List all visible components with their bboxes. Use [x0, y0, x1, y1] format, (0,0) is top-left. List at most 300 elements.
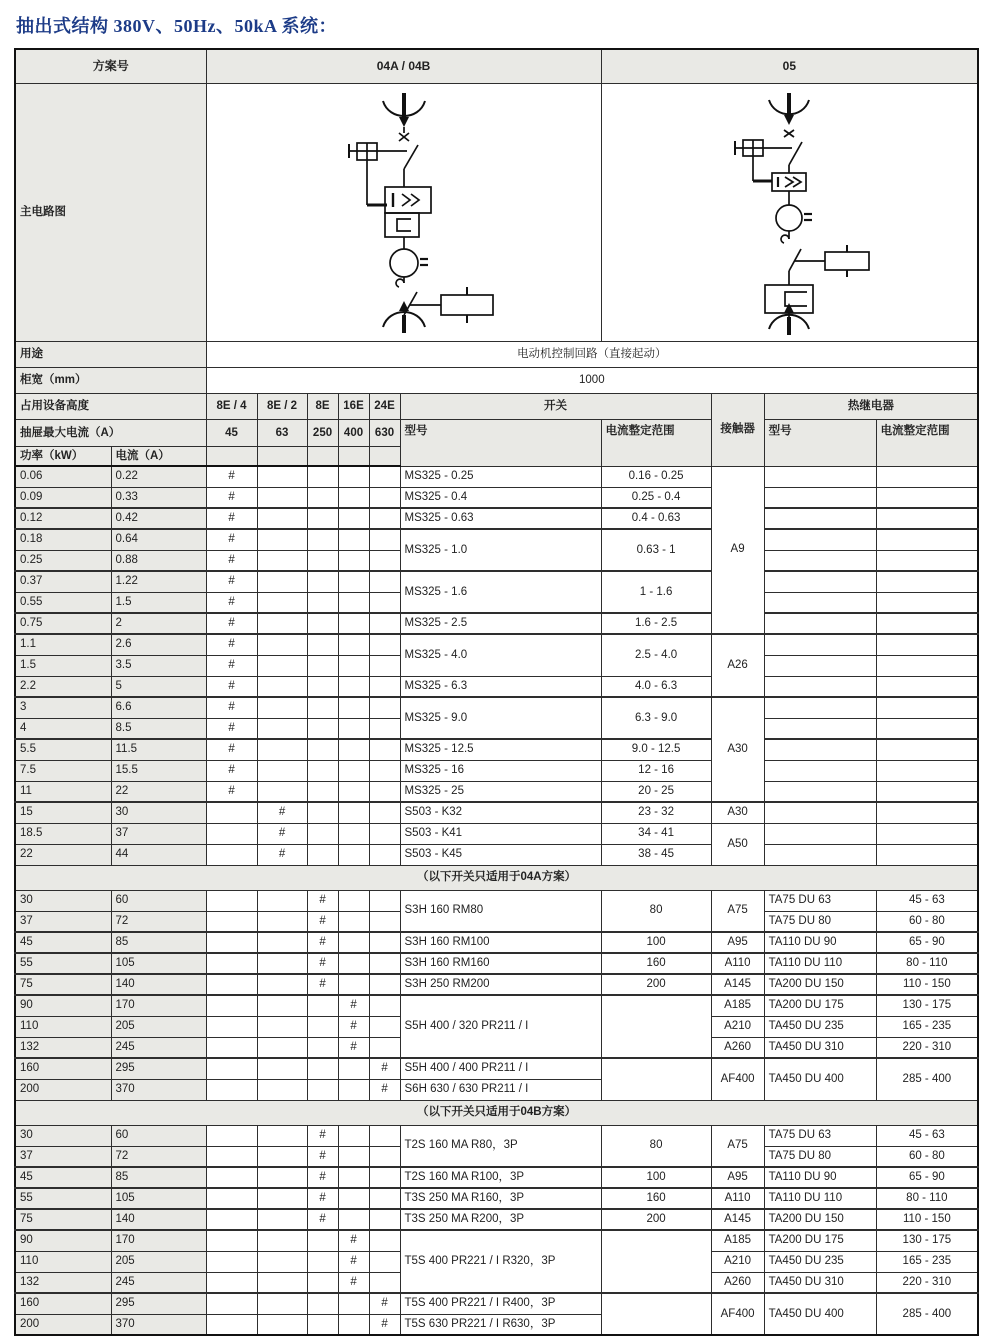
rating-cell: 0.09 — [15, 487, 111, 508]
value-cell: # — [307, 1209, 338, 1230]
empty-cell — [257, 953, 307, 974]
model-cell: T2S 160 MA R100，3P — [400, 1167, 601, 1188]
empty-cell — [257, 613, 307, 634]
model-cell: TA200 DU 175 — [764, 995, 876, 1016]
circuit-diagram-05 — [601, 84, 978, 342]
empty-cell — [307, 613, 338, 634]
rating-cell: 0.33 — [111, 487, 206, 508]
model-cell: MS325 - 0.63 — [400, 508, 601, 529]
value-cell: # — [307, 932, 338, 953]
empty-cell — [369, 781, 400, 802]
table-row — [15, 613, 978, 634]
model-cell: TA450 DU 235 — [764, 1016, 876, 1037]
empty-cell — [307, 844, 338, 865]
model-cell: T5S 400 PR221 / I R320，3P — [400, 1230, 601, 1293]
empty-cell — [257, 1272, 307, 1293]
rating-cell: 2.6 — [111, 634, 206, 655]
empty-cell — [307, 634, 338, 655]
rating-cell: 85 — [111, 932, 206, 953]
empty-cell — [601, 1058, 711, 1100]
model-cell: T3S 250 MA R200，3P — [400, 1209, 601, 1230]
model-cell: S503 - K41 — [400, 823, 601, 844]
empty-cell — [876, 802, 978, 823]
empty-cell — [764, 508, 876, 529]
switch-range-header: 电流整定范围 — [601, 420, 711, 467]
empty-cell — [764, 697, 876, 718]
rating-cell: 72 — [111, 911, 206, 932]
rating-cell: 0.22 — [111, 466, 206, 487]
empty-cell — [369, 718, 400, 739]
empty-cell — [369, 932, 400, 953]
empty-cell — [764, 781, 876, 802]
empty-cell — [307, 529, 338, 550]
empty-cell — [876, 529, 978, 550]
spec-table-body — [15, 466, 978, 1335]
empty-cell — [876, 718, 978, 739]
rating-cell: 132 — [15, 1272, 111, 1293]
power-header: 功率（kW） — [15, 447, 111, 467]
table-row — [15, 1230, 978, 1251]
empty-cell — [338, 1209, 369, 1230]
model-cell: TA450 DU 310 — [764, 1272, 876, 1293]
empty-cell — [206, 995, 257, 1016]
table-row — [15, 466, 978, 487]
use-row — [15, 342, 978, 368]
value-cell: A75 — [711, 1125, 764, 1167]
empty-cell — [338, 974, 369, 995]
height-8e2: 8E / 2 — [257, 394, 307, 420]
rating-cell: 170 — [111, 995, 206, 1016]
model-cell: S3H 160 RM80 — [400, 890, 601, 932]
rating-cell: 2 — [111, 613, 206, 634]
empty-cell — [369, 1188, 400, 1209]
amp-63: 63 — [257, 420, 307, 447]
empty-cell — [338, 697, 369, 718]
value-cell: 80 - 110 — [876, 953, 978, 974]
cabinet-width-value: 1000 — [206, 368, 978, 394]
value-cell: # — [369, 1314, 400, 1335]
empty-cell — [369, 823, 400, 844]
value-cell: # — [307, 974, 338, 995]
empty-cell — [206, 1058, 257, 1079]
value-cell: # — [307, 1188, 338, 1209]
empty-cell — [369, 974, 400, 995]
rating-cell: 105 — [111, 1188, 206, 1209]
empty-cell — [369, 1146, 400, 1167]
rating-cell: 30 — [15, 1125, 111, 1146]
table-row — [15, 953, 978, 974]
empty-cell — [206, 802, 257, 823]
model-cell: T2S 160 MA R80，3P — [400, 1125, 601, 1167]
value-cell: A185 — [711, 1230, 764, 1251]
rating-cell: 1.1 — [15, 634, 111, 655]
empty-cell — [338, 718, 369, 739]
value-cell: # — [206, 508, 257, 529]
empty-cell — [206, 1314, 257, 1335]
value-cell: 285 - 400 — [876, 1293, 978, 1335]
current-header: 电流（A） — [111, 447, 206, 467]
amp-400: 400 — [338, 420, 369, 447]
empty-cell — [206, 1167, 257, 1188]
value-cell: 9.0 - 12.5 — [601, 739, 711, 760]
cabinet-width-row — [15, 368, 978, 394]
section-separator: （以下开关只适用于04B方案） — [15, 1100, 978, 1125]
value-cell: A145 — [711, 974, 764, 995]
empty-header-cell — [206, 447, 257, 467]
value-cell: A75 — [711, 890, 764, 932]
empty-cell — [257, 932, 307, 953]
circuit-04a-svg — [299, 89, 509, 337]
value-cell: A185 — [711, 995, 764, 1016]
empty-cell — [307, 676, 338, 697]
empty-cell — [307, 1037, 338, 1058]
rating-cell: 30 — [15, 890, 111, 911]
value-cell: 110 - 150 — [876, 974, 978, 995]
value-cell: # — [307, 1146, 338, 1167]
empty-cell — [257, 974, 307, 995]
rating-cell: 3 — [15, 697, 111, 718]
value-cell: # — [206, 466, 257, 487]
empty-cell — [369, 550, 400, 571]
value-cell: A95 — [711, 1167, 764, 1188]
empty-cell — [338, 1146, 369, 1167]
empty-cell — [369, 592, 400, 613]
empty-cell — [764, 466, 876, 487]
value-cell: # — [206, 718, 257, 739]
model-cell: MS325 - 1.6 — [400, 571, 601, 613]
value-cell: 200 — [601, 1209, 711, 1230]
table-row — [15, 995, 978, 1016]
value-cell: 45 - 63 — [876, 890, 978, 911]
rating-cell: 22 — [15, 844, 111, 865]
model-cell: MS325 - 6.3 — [400, 676, 601, 697]
empty-cell — [876, 508, 978, 529]
value-cell: 60 - 80 — [876, 911, 978, 932]
table-row — [15, 1125, 978, 1146]
rating-cell: 200 — [15, 1079, 111, 1100]
empty-cell — [307, 466, 338, 487]
value-cell: 130 - 175 — [876, 1230, 978, 1251]
value-cell: # — [338, 1251, 369, 1272]
table-row — [15, 802, 978, 823]
value-cell: # — [206, 655, 257, 676]
rating-cell: 44 — [111, 844, 206, 865]
model-cell: MS325 - 0.4 — [400, 487, 601, 508]
value-cell: 130 - 175 — [876, 995, 978, 1016]
empty-cell — [307, 1314, 338, 1335]
model-cell: TA75 DU 80 — [764, 911, 876, 932]
model-cell: S503 - K45 — [400, 844, 601, 865]
table-row — [15, 739, 978, 760]
model-cell: S5H 400 / 400 PR211 / I — [400, 1058, 601, 1079]
empty-cell — [338, 911, 369, 932]
value-cell: # — [307, 953, 338, 974]
rating-cell: 7.5 — [15, 760, 111, 781]
height-16e: 16E — [338, 394, 369, 420]
empty-cell — [257, 676, 307, 697]
empty-cell — [369, 1272, 400, 1293]
amp-630: 630 — [369, 420, 400, 447]
empty-cell — [876, 823, 978, 844]
model-cell: MS325 - 16 — [400, 760, 601, 781]
empty-cell — [369, 995, 400, 1016]
empty-cell — [764, 529, 876, 550]
value-cell: AF400 — [711, 1058, 764, 1100]
empty-cell — [257, 1293, 307, 1314]
value-cell: A260 — [711, 1037, 764, 1058]
value-cell: 4.0 - 6.3 — [601, 676, 711, 697]
empty-cell — [307, 655, 338, 676]
switch-model-header: 型号 — [400, 420, 601, 467]
model-cell: TA200 DU 175 — [764, 1230, 876, 1251]
rating-cell: 245 — [111, 1037, 206, 1058]
table-row — [15, 760, 978, 781]
rating-cell: 4 — [15, 718, 111, 739]
empty-cell — [206, 844, 257, 865]
empty-cell — [307, 1058, 338, 1079]
model-cell: MS325 - 1.0 — [400, 529, 601, 571]
empty-cell — [876, 550, 978, 571]
empty-cell — [369, 697, 400, 718]
rating-cell: 110 — [15, 1251, 111, 1272]
empty-cell — [206, 1125, 257, 1146]
circuit-diagram-04a — [206, 84, 601, 342]
empty-cell — [338, 781, 369, 802]
empty-cell — [338, 655, 369, 676]
empty-cell — [206, 1146, 257, 1167]
empty-cell — [876, 844, 978, 865]
empty-cell — [764, 592, 876, 613]
empty-cell — [257, 571, 307, 592]
value-cell: # — [307, 1125, 338, 1146]
rating-cell: 205 — [111, 1251, 206, 1272]
empty-cell — [307, 823, 338, 844]
empty-cell — [369, 760, 400, 781]
empty-cell — [206, 1016, 257, 1037]
empty-cell — [257, 466, 307, 487]
value-cell: 0.16 - 0.25 — [601, 466, 711, 487]
model-cell: T5S 630 PR221 / I R630，3P — [400, 1314, 601, 1335]
value-cell: 100 — [601, 1167, 711, 1188]
value-cell: # — [307, 1167, 338, 1188]
empty-cell — [369, 508, 400, 529]
empty-cell — [257, 1167, 307, 1188]
rating-cell: 245 — [111, 1272, 206, 1293]
max-current-label: 抽屉最大电流（A） — [15, 420, 206, 447]
empty-cell — [338, 823, 369, 844]
empty-cell — [764, 844, 876, 865]
empty-cell — [764, 739, 876, 760]
rating-cell: 105 — [111, 953, 206, 974]
amp-45: 45 — [206, 420, 257, 447]
empty-cell — [257, 529, 307, 550]
value-cell: # — [206, 550, 257, 571]
empty-cell — [338, 1058, 369, 1079]
thermal-group-label: 热继电器 — [764, 394, 978, 420]
empty-cell — [257, 1230, 307, 1251]
empty-cell — [876, 676, 978, 697]
use-value: 电动机控制回路（直接起动） — [206, 342, 978, 368]
rating-cell: 132 — [15, 1037, 111, 1058]
separator-row — [15, 865, 978, 890]
value-cell: # — [307, 890, 338, 911]
table-row — [15, 697, 978, 718]
value-cell: 165 - 235 — [876, 1016, 978, 1037]
rating-cell: 3.5 — [111, 655, 206, 676]
empty-cell — [206, 1037, 257, 1058]
model-cell: TA450 DU 310 — [764, 1037, 876, 1058]
value-cell: A30 — [711, 697, 764, 802]
value-cell: 20 - 25 — [601, 781, 711, 802]
empty-cell — [369, 1167, 400, 1188]
empty-cell — [206, 911, 257, 932]
empty-cell — [257, 1125, 307, 1146]
empty-cell — [764, 802, 876, 823]
model-cell: T3S 250 MA R160，3P — [400, 1188, 601, 1209]
scheme-04a-04b: 04A / 04B — [206, 49, 601, 84]
rating-cell: 295 — [111, 1058, 206, 1079]
rating-cell: 6.6 — [111, 697, 206, 718]
empty-cell — [764, 718, 876, 739]
rating-cell: 110 — [15, 1016, 111, 1037]
empty-cell — [206, 823, 257, 844]
value-cell: AF400 — [711, 1293, 764, 1335]
model-cell: T5S 400 PR221 / I R400，3P — [400, 1293, 601, 1314]
table-row — [15, 676, 978, 697]
empty-cell — [764, 613, 876, 634]
empty-cell — [876, 760, 978, 781]
rating-cell: 1.22 — [111, 571, 206, 592]
value-cell: 100 — [601, 932, 711, 953]
empty-cell — [764, 571, 876, 592]
rating-cell: 140 — [111, 974, 206, 995]
empty-cell — [206, 890, 257, 911]
empty-cell — [601, 1293, 711, 1335]
rating-cell: 55 — [15, 1188, 111, 1209]
empty-cell — [369, 890, 400, 911]
empty-cell — [257, 508, 307, 529]
table-row — [15, 1188, 978, 1209]
model-cell: MS325 - 25 — [400, 781, 601, 802]
rating-cell: 45 — [15, 1167, 111, 1188]
empty-cell — [338, 1293, 369, 1314]
empty-cell — [307, 697, 338, 718]
empty-cell — [369, 571, 400, 592]
rating-cell: 45 — [15, 932, 111, 953]
rating-cell: 60 — [111, 890, 206, 911]
value-cell: 165 - 235 — [876, 1251, 978, 1272]
rating-cell: 370 — [111, 1079, 206, 1100]
empty-cell — [206, 1188, 257, 1209]
empty-cell — [876, 739, 978, 760]
empty-cell — [876, 592, 978, 613]
empty-cell — [257, 781, 307, 802]
empty-cell — [338, 1314, 369, 1335]
table-row — [15, 571, 978, 592]
value-cell: 80 - 110 — [876, 1188, 978, 1209]
contactor-group-label: 接触器 — [711, 394, 764, 467]
thermal-model-header: 型号 — [764, 420, 876, 467]
model-cell: MS325 - 2.5 — [400, 613, 601, 634]
model-cell: MS325 - 0.25 — [400, 466, 601, 487]
empty-cell — [257, 739, 307, 760]
empty-cell — [338, 634, 369, 655]
empty-cell — [338, 487, 369, 508]
empty-cell — [876, 697, 978, 718]
height-8e4: 8E / 4 — [206, 394, 257, 420]
value-cell: # — [369, 1058, 400, 1079]
empty-cell — [369, 1251, 400, 1272]
empty-cell — [307, 508, 338, 529]
empty-cell — [206, 1230, 257, 1251]
model-cell: TA75 DU 63 — [764, 1125, 876, 1146]
empty-cell — [369, 1037, 400, 1058]
rating-cell: 0.25 — [15, 550, 111, 571]
empty-header-cell — [338, 447, 369, 467]
value-cell: 2.5 - 4.0 — [601, 634, 711, 676]
value-cell: 285 - 400 — [876, 1058, 978, 1100]
rating-cell: 18.5 — [15, 823, 111, 844]
rating-cell: 160 — [15, 1058, 111, 1079]
rating-cell: 5.5 — [15, 739, 111, 760]
empty-cell — [338, 932, 369, 953]
rating-cell: 5 — [111, 676, 206, 697]
model-cell: S3H 160 RM100 — [400, 932, 601, 953]
empty-cell — [876, 487, 978, 508]
empty-cell — [257, 995, 307, 1016]
rating-cell: 85 — [111, 1167, 206, 1188]
empty-cell — [764, 655, 876, 676]
rating-cell: 11.5 — [111, 739, 206, 760]
rating-cell: 55 — [15, 953, 111, 974]
table-row — [15, 487, 978, 508]
empty-cell — [307, 739, 338, 760]
rating-cell: 2.2 — [15, 676, 111, 697]
empty-cell — [338, 592, 369, 613]
table-row — [15, 844, 978, 865]
value-cell: 220 - 310 — [876, 1272, 978, 1293]
empty-cell — [338, 676, 369, 697]
rating-cell: 30 — [111, 802, 206, 823]
scheme-05: 05 — [601, 49, 978, 84]
empty-cell — [338, 1188, 369, 1209]
value-cell: # — [206, 760, 257, 781]
rating-cell: 1.5 — [111, 592, 206, 613]
value-cell: # — [257, 844, 307, 865]
empty-cell — [307, 995, 338, 1016]
empty-cell — [764, 634, 876, 655]
empty-cell — [206, 1079, 257, 1100]
table-row — [15, 781, 978, 802]
model-cell: S503 - K32 — [400, 802, 601, 823]
value-cell: A95 — [711, 932, 764, 953]
empty-cell — [307, 1016, 338, 1037]
model-cell: TA450 DU 400 — [764, 1058, 876, 1100]
empty-cell — [369, 953, 400, 974]
empty-cell — [257, 1016, 307, 1037]
empty-cell — [257, 1251, 307, 1272]
empty-cell — [257, 1037, 307, 1058]
empty-header-cell — [257, 447, 307, 467]
empty-cell — [369, 844, 400, 865]
empty-cell — [307, 1272, 338, 1293]
empty-cell — [338, 760, 369, 781]
empty-cell — [338, 802, 369, 823]
empty-cell — [369, 676, 400, 697]
rating-cell: 15.5 — [111, 760, 206, 781]
value-cell: 65 - 90 — [876, 1167, 978, 1188]
rating-cell: 37 — [15, 911, 111, 932]
